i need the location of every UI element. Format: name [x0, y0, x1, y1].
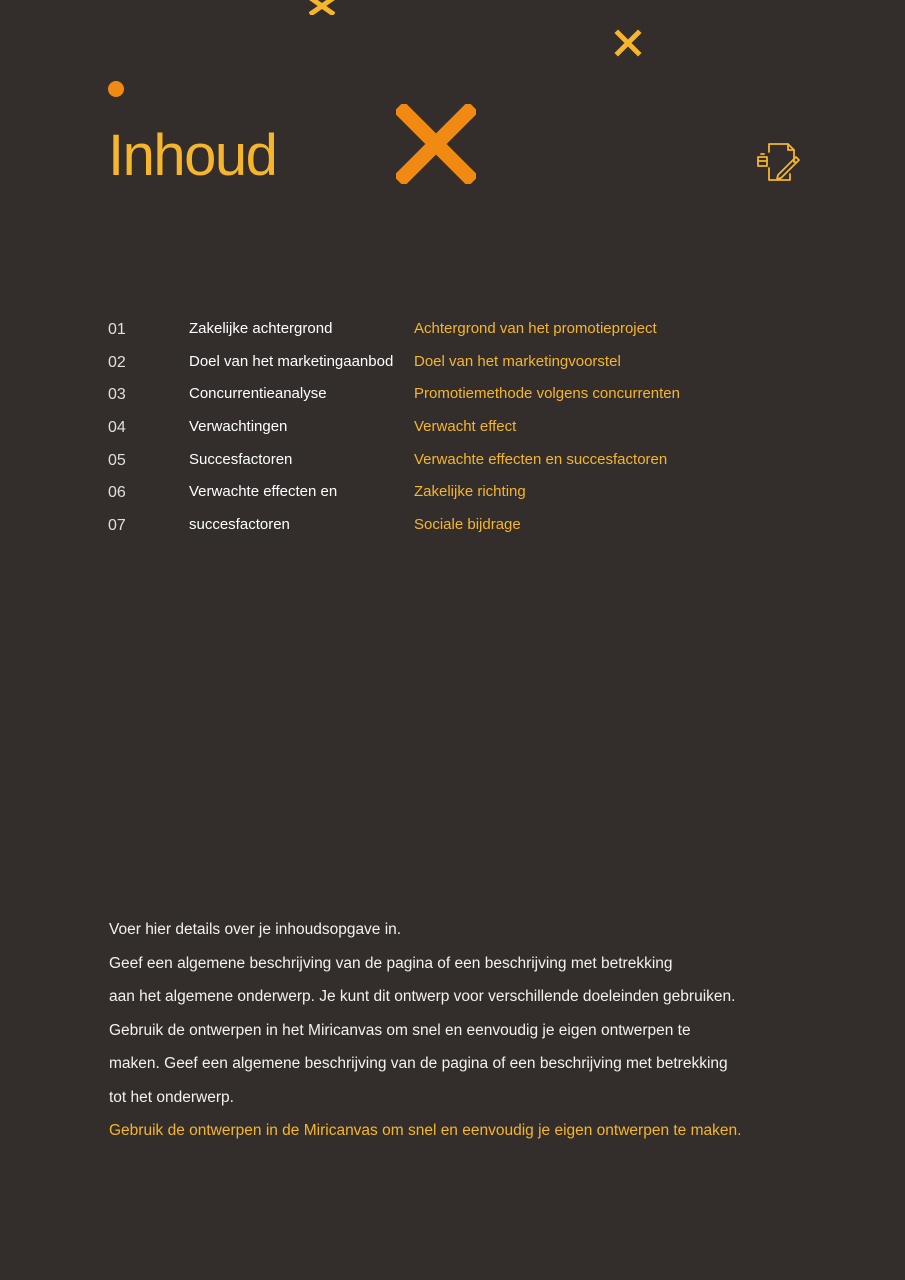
table-of-contents — [0, 318, 905, 547]
toc-subtitle: Verwachte effecten en succesfactoren — [414, 450, 668, 468]
toc-title: Verwachte effecten en — [189, 483, 338, 501]
small-cross-icon-top — [309, 0, 335, 15]
description-line: Geef een algemene beschrijving van de pagina of een beschrijving met betrekking — [109, 954, 673, 972]
description-line: Voer hier details over je inhoudsopgave in. — [109, 921, 402, 938]
description-line: aan het algemene onderwerp. Je kunt dit ontwerp voor verschillende doeleinden gebruiken. — [109, 988, 736, 1005]
description-block — [109, 913, 809, 1148]
toc-row — [0, 416, 905, 449]
toc-row — [0, 514, 905, 547]
orange-dot-icon — [108, 81, 124, 97]
toc-number: 04 — [108, 419, 126, 437]
toc-number: 06 — [108, 484, 126, 502]
toc-row — [0, 449, 905, 482]
toc-title: Verwachtingen — [189, 418, 288, 436]
toc-row — [0, 318, 905, 351]
toc-row — [0, 351, 905, 384]
description-line: Gebruik de ontwerpen in het Miricanvas om snel en eenvoudig je eigen ontwerpen te — [109, 1021, 691, 1039]
toc-subtitle: Promotiemethode volgens concurrenten — [414, 385, 680, 403]
toc-title: Concurrentieanalyse — [189, 385, 327, 403]
page-title: Inhoud — [108, 123, 277, 188]
toc-title: Succesfactoren — [189, 450, 293, 468]
document-edit-icon — [756, 142, 800, 182]
large-cross-icon — [396, 104, 476, 184]
description-line: maken. Geef een algemene beschrijving van de pagina of een beschrijving met betrekking — [109, 1055, 728, 1072]
toc-title: Zakelijke achtergrond — [189, 320, 333, 337]
toc-number: 02 — [108, 353, 126, 371]
toc-title: Doel van het marketingaanbod — [189, 352, 394, 370]
description-line: tot het onderwerp. — [109, 1088, 234, 1106]
toc-row — [0, 383, 905, 416]
toc-row — [0, 481, 905, 514]
toc-number: 01 — [108, 321, 126, 338]
toc-number: 07 — [108, 517, 126, 535]
toc-subtitle: Zakelijke richting — [414, 483, 526, 501]
toc-number: 03 — [108, 386, 126, 404]
toc-title: succesfactoren — [189, 516, 290, 534]
toc-number: 05 — [108, 451, 126, 469]
toc-subtitle: Sociale bijdrage — [414, 516, 521, 534]
toc-subtitle: Doel van het marketingvoorstel — [414, 352, 621, 370]
toc-subtitle: Verwacht effect — [414, 418, 517, 436]
description-accent-line: Gebruik de ontwerpen in de Miricanvas om snel en eenvoudig je eigen ontwerpen te maken. — [109, 1122, 742, 1139]
toc-subtitle: Achtergrond van het promotieproject — [414, 320, 657, 337]
small-cross-icon-right — [614, 29, 642, 57]
